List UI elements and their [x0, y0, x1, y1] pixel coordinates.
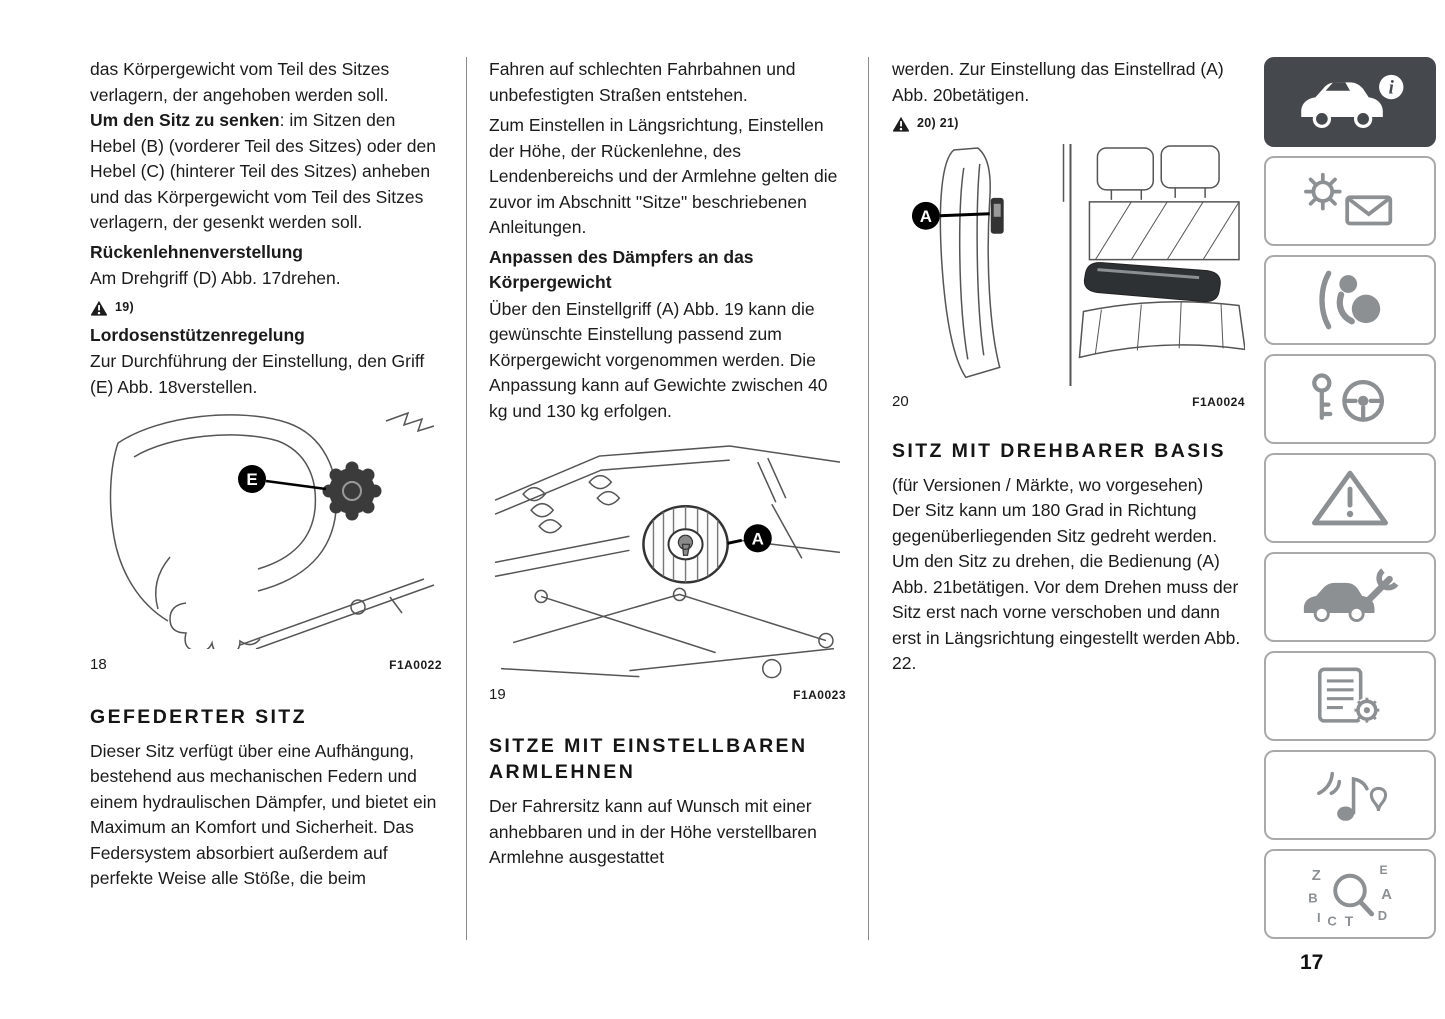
column-1	[90, 57, 442, 892]
paragraph-raise-seat: das Körpergewicht vom Teil des Sitzes verlagern, der angehoben werden soll.	[90, 59, 390, 105]
heading-damper-adjustment: Anpassen des Dämpfers an das Körpergewicht	[489, 246, 754, 292]
weight-adjust-knob	[643, 506, 727, 582]
heading-swivel-base: SITZ MIT DREHBARER BASIS	[892, 439, 1226, 462]
dashboard-message-icon	[1298, 171, 1402, 231]
paragraph-adjust-wheel: werden. Zur Einstellung das Einstellrad (A) Abb. 20betätigen.	[892, 59, 1224, 105]
figure-caption	[489, 682, 846, 709]
figure-20-image	[892, 142, 1245, 386]
tab-dashboard-messages[interactable]	[1264, 156, 1436, 246]
tab-emergency[interactable]	[1264, 453, 1436, 543]
svg-text:E: E	[1379, 863, 1388, 878]
inline-bold-lead: Um den Sitz zu senken	[90, 110, 280, 130]
svg-text:T: T	[1344, 913, 1354, 927]
figure-caption	[90, 652, 442, 679]
heading-adjustable-armrests: SITZE MIT EINSTELLBAREN ARMLEHNEN	[489, 735, 808, 784]
svg-text:A: A	[919, 206, 933, 226]
car-info-icon	[1292, 72, 1408, 132]
paragraph-backrest: Am Drehgriff (D) Abb. 17drehen.	[90, 268, 341, 288]
svg-text:A: A	[751, 529, 764, 549]
figure-caption	[892, 389, 1245, 416]
index-search-icon	[1302, 861, 1398, 927]
warning-note	[90, 297, 442, 319]
paragraph-damper: Über den Einstellgriff (A) Abb. 19 kann die gewünschte Einstellung passend zum Körpergewicht vorgenommen werden. Die Anpassung kann auf Gewichte zwischen 40 kg und 130 kg erfolgen.	[489, 298, 828, 421]
warning-note	[892, 113, 1245, 135]
svg-text:I: I	[1317, 909, 1321, 925]
lumbar-adjust-knob	[323, 462, 382, 521]
caution-triangle-icon	[1305, 466, 1395, 530]
paragraph-sprung-seat: Dieser Sitz verfügt über eine Aufhängung, bestehend aus mechanischen Federn und einem hydraulischen Dämpfer, und bietet ein Maximum an Komfort und Sicherheit. Das Federsystem absorbiert außerdem auf perfekte Weise alle Stöße, die beim	[90, 740, 437, 888]
figure-19	[489, 436, 846, 708]
paragraph-roads: Fahren auf schlechten Fahrbahnen und unbefestigten Straßen entstehen.	[489, 59, 796, 105]
tab-index[interactable]	[1264, 849, 1436, 939]
warning-triangle-icon	[892, 116, 910, 132]
tab-service-maintenance[interactable]	[1264, 552, 1436, 642]
figure-20	[892, 142, 1245, 416]
column-3	[892, 57, 1245, 677]
column-divider	[466, 57, 467, 940]
heading-sprung-seat: GEFEDERTER SITZ	[90, 705, 307, 728]
figure-code: F1A0024	[1192, 395, 1245, 410]
figure-number: 19	[489, 685, 506, 703]
svg-text:A: A	[1381, 887, 1392, 904]
ignition-steering-icon	[1303, 368, 1397, 430]
safety-airbag-icon	[1304, 268, 1396, 332]
page-number: 17	[1300, 951, 1324, 974]
tab-multimedia[interactable]	[1264, 750, 1436, 840]
svg-text:D: D	[1377, 908, 1388, 924]
figure-number: 18	[90, 656, 107, 673]
warning-refs: 19)	[115, 299, 134, 314]
figure-18-image	[90, 407, 442, 649]
car-service-icon	[1298, 565, 1402, 629]
tab-vehicle-info[interactable]	[1264, 57, 1436, 147]
heading-backrest-adjustment: Rückenlehnenverstellung	[90, 241, 303, 262]
heading-lumbar-adjustment: Lordosenstützenregelung	[90, 324, 305, 345]
svg-text:Z: Z	[1311, 868, 1321, 885]
paragraph-adjustments: Zum Einstellen in Längsrichtung, Einstellen der Höhe, der Rückenlehne, des Lendenbereichs und der Armlehne gelten die zuvor im Abschnitt "Sitze" beschriebenen Anleitungen.	[489, 115, 838, 237]
paragraph-lumbar: Zur Durchführung der Einstellung, den Griff (E) Abb. 18verstellen.	[90, 351, 425, 397]
figure-18	[90, 407, 442, 679]
paragraph-versions: (für Versionen / Märkte, wo vorgesehen)	[892, 474, 1204, 495]
figure-number: 20	[892, 393, 909, 411]
figure-19-image	[489, 436, 846, 679]
tab-starting-driving[interactable]	[1264, 354, 1436, 444]
warning-refs: 20) 21)	[917, 116, 959, 131]
svg-text:i: i	[1388, 77, 1394, 99]
paragraph-swivel: Der Sitz kann um 180 Grad in Richtung gegenüberliegenden Sitz gedreht werden. Um den Sitz zu drehen, die Bedienung (A) Abb. 21betätigen. Vor dem Drehen muss der Sitz erst nach vorne verschoben und dann erst in Längsrichtung eingestellt werden Abb. 22.	[892, 500, 1241, 674]
chapter-tab-bar	[1264, 57, 1436, 939]
technical-data-icon	[1304, 664, 1396, 728]
svg-text:C: C	[1327, 913, 1337, 927]
tab-technical-data[interactable]	[1264, 651, 1436, 741]
tab-safety[interactable]	[1264, 255, 1436, 345]
warning-triangle-icon	[90, 300, 108, 316]
multimedia-icon	[1304, 763, 1396, 827]
paragraph-armrest: Der Fahrersitz kann auf Wunsch mit einer anhebbaren und in der Höhe verstellbaren Armlehne ausgestattet	[489, 796, 817, 868]
svg-text:E: E	[246, 470, 258, 489]
figure-marker-a	[728, 524, 772, 552]
armrest	[1084, 263, 1220, 302]
svg-text:B: B	[1308, 890, 1318, 906]
seat-release-lever	[991, 198, 1004, 234]
figure-code: F1A0023	[793, 687, 846, 702]
figure-code: F1A0022	[389, 658, 442, 672]
column-2	[489, 57, 846, 871]
paragraph-lower-seat: Um den Sitz zu senken: im Sitzen den Hebel (B) (vorderer Teil des Sitzes) oder den Hebel (C) (hinterer Teil des Sitzes) anheben und das Körpergewicht vom Teil des Sitzes verlagern, der gesenkt werden soll.	[90, 110, 436, 232]
column-divider	[868, 57, 869, 940]
